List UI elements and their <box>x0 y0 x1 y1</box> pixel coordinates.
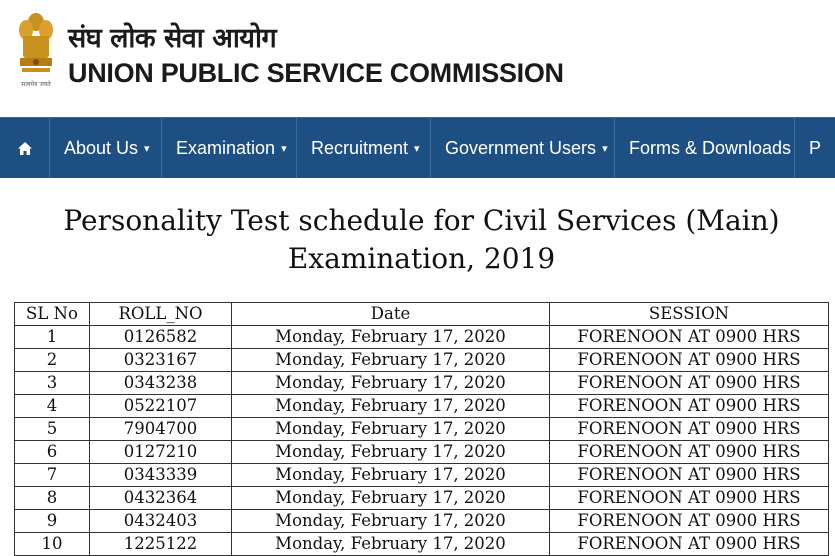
cell-roll-no: 0432364 <box>90 487 232 510</box>
column-header-date: Date <box>232 303 550 326</box>
cell-sl-no: 7 <box>15 464 90 487</box>
cell-sl-no: 1 <box>15 326 90 349</box>
column-header-sl-no: SL No <box>15 303 90 326</box>
column-header-session: SESSION <box>550 303 829 326</box>
cell-sl-no: 10 <box>15 533 90 556</box>
table-row <box>15 372 829 395</box>
cell-roll-no: 0323167 <box>90 349 232 372</box>
cell-date: Monday, February 17, 2020 <box>232 533 550 556</box>
cell-date: Monday, February 17, 2020 <box>232 326 550 349</box>
cell-session: FORENOON AT 0900 HRS <box>550 441 829 464</box>
cell-date: Monday, February 17, 2020 <box>232 395 550 418</box>
nav-label: Examination <box>176 137 276 158</box>
page-title-line1: Personality Test schedule for Civil Services (Main) <box>63 204 780 237</box>
org-title-hindi: संघ लोक सेवा आयोग <box>68 23 277 54</box>
main-navbar <box>0 117 835 178</box>
page-title <box>0 202 835 278</box>
cell-sl-no: 9 <box>15 510 90 533</box>
cell-roll-no: 0343238 <box>90 372 232 395</box>
nav-examination[interactable] <box>162 118 297 178</box>
cell-sl-no: 4 <box>15 395 90 418</box>
cell-sl-no: 6 <box>15 441 90 464</box>
nav-recruitment[interactable] <box>297 118 431 178</box>
cell-session: FORENOON AT 0900 HRS <box>550 326 829 349</box>
nav-home[interactable] <box>0 118 50 178</box>
column-header-roll-no: ROLL_NO <box>90 303 232 326</box>
nav-label: P <box>809 137 822 158</box>
cell-roll-no: 0126582 <box>90 326 232 349</box>
caret-down-icon: ▾ <box>414 142 420 155</box>
cell-date: Monday, February 17, 2020 <box>232 372 550 395</box>
cell-session: FORENOON AT 0900 HRS <box>550 533 829 556</box>
nav-government-users[interactable] <box>431 118 615 178</box>
cell-session: FORENOON AT 0900 HRS <box>550 372 829 395</box>
cell-roll-no: 0522107 <box>90 395 232 418</box>
nav-forms-downloads[interactable] <box>615 118 795 178</box>
cell-roll-no: 0432403 <box>90 510 232 533</box>
cell-sl-no: 3 <box>15 372 90 395</box>
cell-session: FORENOON AT 0900 HRS <box>550 464 829 487</box>
nav-label: About Us <box>64 137 139 158</box>
table-row <box>15 349 829 372</box>
nav-more-truncated[interactable] <box>795 118 835 178</box>
cell-sl-no: 8 <box>15 487 90 510</box>
schedule-table <box>14 302 829 556</box>
nav-label: Forms & Downloads <box>629 137 792 158</box>
cell-roll-no: 0343339 <box>90 464 232 487</box>
table-row <box>15 533 829 556</box>
caret-down-icon: ▾ <box>602 142 608 155</box>
nav-about-us[interactable] <box>50 118 162 178</box>
cell-roll-no: 7904700 <box>90 418 232 441</box>
org-title-english: UNION PUBLIC SERVICE COMMISSION <box>68 58 564 88</box>
national-emblem-logo[interactable] <box>14 8 58 90</box>
caret-down-icon: ▾ <box>281 142 287 155</box>
table-row <box>15 395 829 418</box>
cell-session: FORENOON AT 0900 HRS <box>550 349 829 372</box>
cell-roll-no: 1225122 <box>90 533 232 556</box>
cell-date: Monday, February 17, 2020 <box>232 487 550 510</box>
cell-sl-no: 2 <box>15 349 90 372</box>
cell-roll-no: 0127210 <box>90 441 232 464</box>
table-row <box>15 487 829 510</box>
page-title-line2: Examination, 2019 <box>287 242 556 275</box>
site-header <box>0 0 835 117</box>
cell-session: FORENOON AT 0900 HRS <box>550 395 829 418</box>
cell-date: Monday, February 17, 2020 <box>232 441 550 464</box>
caret-down-icon: ▾ <box>144 142 150 155</box>
table-row <box>15 464 829 487</box>
table-row <box>15 510 829 533</box>
table-header-row <box>15 303 829 326</box>
cell-date: Monday, February 17, 2020 <box>232 464 550 487</box>
home-icon <box>17 141 33 156</box>
cell-session: FORENOON AT 0900 HRS <box>550 418 829 441</box>
table-row <box>15 441 829 464</box>
table-row <box>15 418 829 441</box>
cell-date: Monday, February 17, 2020 <box>232 349 550 372</box>
cell-session: FORENOON AT 0900 HRS <box>550 510 829 533</box>
cell-session: FORENOON AT 0900 HRS <box>550 487 829 510</box>
cell-sl-no: 5 <box>15 418 90 441</box>
cell-date: Monday, February 17, 2020 <box>232 510 550 533</box>
nav-label: Recruitment <box>311 137 409 158</box>
emblem-caption: सत्यमेव जयते <box>21 81 51 88</box>
nav-label: Government Users <box>445 137 597 158</box>
cell-date: Monday, February 17, 2020 <box>232 418 550 441</box>
table-row <box>15 326 829 349</box>
